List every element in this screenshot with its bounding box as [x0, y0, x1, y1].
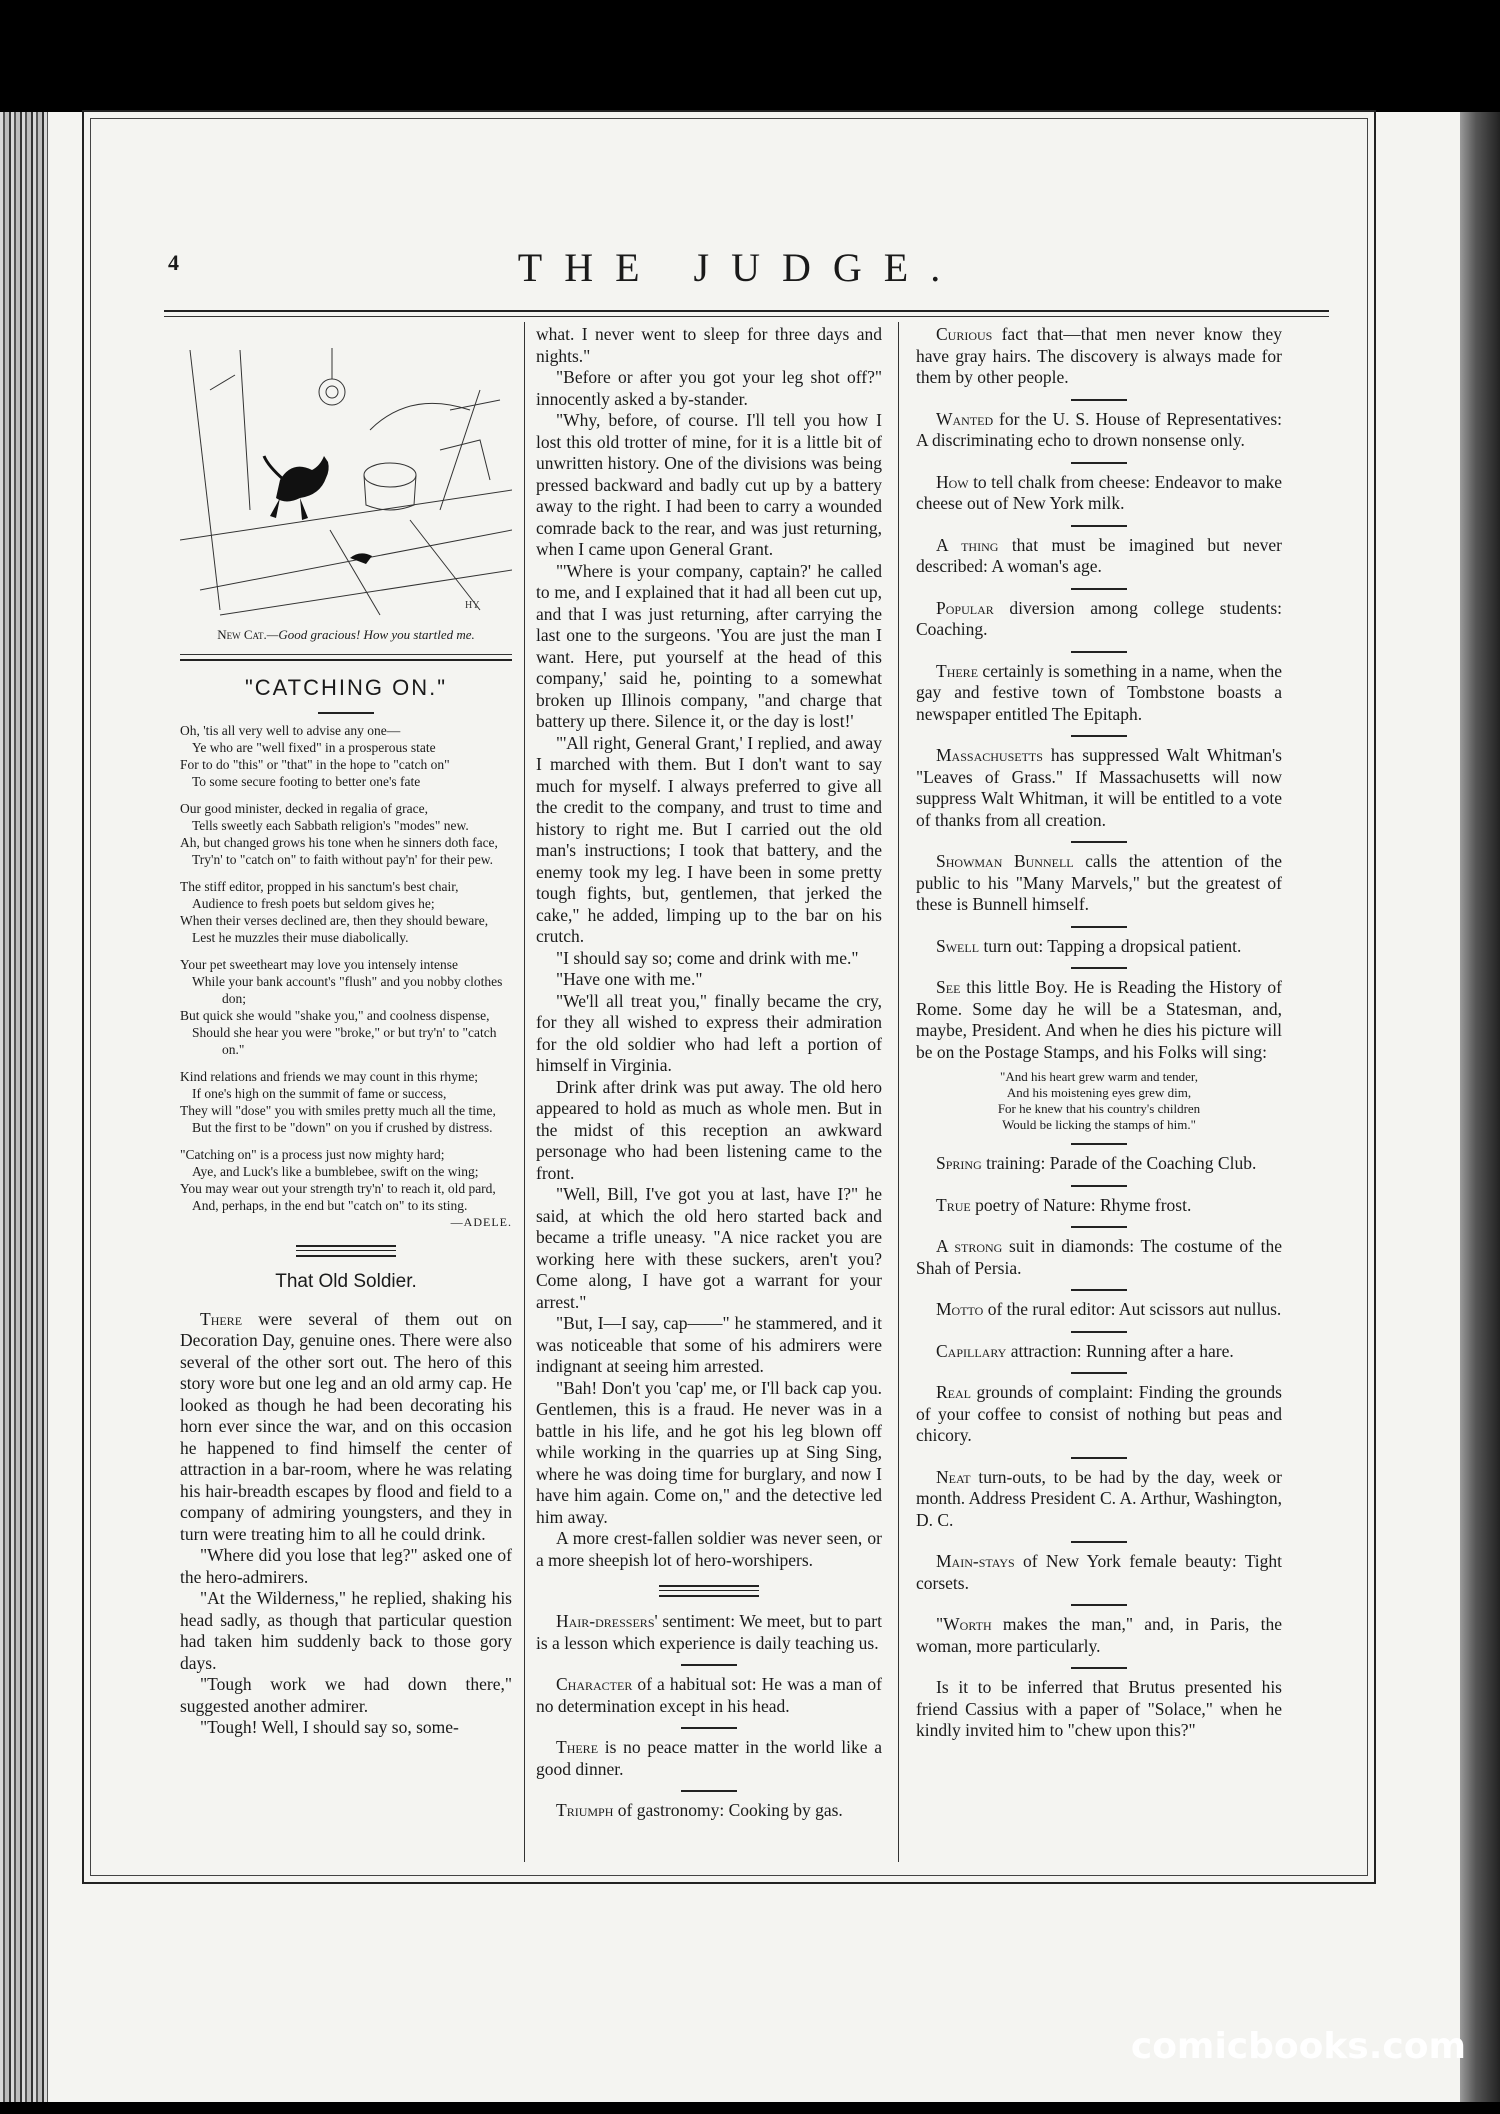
poem-line: Aye, and Luck's like a bumblebee, swift on the wing;: [192, 1164, 479, 1179]
squib-paragraph: Spring training: Parade of the Coaching Club.: [936, 1153, 1257, 1173]
site-watermark: comicbooks.com: [1130, 2026, 1466, 2067]
masthead-rule-thin: [164, 316, 1329, 317]
story-paragraph: "Have one with me.": [556, 969, 703, 989]
squib-rule: [1071, 1289, 1127, 1291]
story-paragraph: "Bah! Don't you 'cap' me, or I'll back cap you. Gentlemen, this is a fraud. He never was in a battle in his life, and he got his leg blown off while working in the quarries up at Sing Sing, where he was doing time for burglary, and now I have him again. Come on," and the detective led him away.: [536, 1377, 882, 1527]
masthead-title: THE JUDGE.: [517, 245, 963, 290]
squib-rule: [1071, 525, 1127, 527]
story-paragraph: "We'll all treat you," finally became the cry, for they all wished to express their admiration for the old soldier who had left a portion of himself in Virginia.: [536, 990, 882, 1075]
poem-line: Audience to fresh poets but seldom gives he;: [192, 896, 435, 911]
story-paragraph: "But, I—I say, cap——" he stammered, and it was noticeable that some of his admirers were indignant at seeing him arrested.: [536, 1313, 882, 1376]
quote-line: "And his heart grew warm and tender,: [1000, 1069, 1198, 1084]
squib-rule: [681, 1664, 737, 1666]
squib-paragraph: Swell turn out: Tapping a dropsical patient.: [936, 935, 1242, 956]
squib-rule: [1071, 1331, 1127, 1333]
masthead-rule: [164, 310, 1329, 312]
squib-paragraph: Neat turn-outs, to be had by the day, week or month. Address President C. A. Arthur, Washington, D. C.: [916, 1466, 1282, 1530]
story-paragraph: "'Where is your company, captain?' he called to me, and I explained that it had all been cut up, and that I was just returning, after carrying the last one to the surgeons. 'You are just the man I want. Here, put yourself at the head of this company,' said he, pointing to a somewhat broken up Illinois company, "and charge that battery up there. Silence it, or the day is lost!': [536, 560, 882, 731]
squib-paragraph: Real grounds of complaint: Finding the grounds of your coffee to consist of nothing but peas and chicory.: [916, 1382, 1282, 1445]
squib-paragraph: Popular diversion among college students: Coaching.: [916, 597, 1282, 639]
squib-rule: [1071, 1541, 1127, 1543]
quote-line: Would be licking the stamps of him.": [1002, 1117, 1196, 1132]
cat-cartoon-illustration: [180, 330, 512, 620]
book-spine: [0, 112, 48, 2102]
column-2: [536, 324, 882, 1822]
squib-paragraph: Showman Bunnell calls the attention of the public to his "Many Marvels," but the greatest of these is Bunnell himself.: [916, 851, 1282, 914]
story-title: That Old Soldier.: [275, 1271, 417, 1292]
story-paragraph: "Tough! Well, I should say so, some-: [200, 1717, 459, 1737]
column-divider: [898, 322, 899, 1862]
story-paragraph: "Why, before, of course. I'll tell you how I lost this old trotter of mine, for it is a little bit of unwritten history. One of the divisions was being pressed backward and badly cut up by a battery away to the right. I had been to carry a wounded comrade back to the rear, and was just returning, when I came upon General Grant.: [536, 410, 882, 559]
poem-line: But quick she would "shake you," and coolness dispense,: [180, 1008, 490, 1023]
squib-paragraph: Main-stays of New York female beauty: Tight corsets.: [916, 1551, 1282, 1593]
poem-line: But the first to be "down" on you if crushed by distress.: [192, 1120, 493, 1135]
squib-rule: [1071, 926, 1127, 928]
column-3: [916, 324, 1282, 1742]
quote-line: And his moistening eyes grew dim,: [1006, 1085, 1192, 1100]
squib-rule: [1071, 1457, 1127, 1459]
poem-line: "Catching on" is a process just now mighty hard;: [180, 1147, 445, 1162]
story-paragraph: There were several of them out on Decoration Day, genuine ones. There were also several of the other sort out. The hero of this story wore but one leg and an old army cap. He looked as though he had been decorating his horn ever since the war, and on this occasion he happened to find himself the center of attraction in a bar-room, where he was relating his hair-breadth escapes by flood and field to a company of admiring youngsters, and they in turn were treating him to all he could drink.: [180, 1308, 512, 1544]
poem-line: Oh, 'tis all very well to advise any one—: [180, 723, 401, 738]
poem-line: And, perhaps, in the end but "catch on" to its sting.: [192, 1198, 468, 1213]
squib-paragraph: There certainly is something in a name, when the gay and festive town of Tombstone boasts a newspaper entitled The Epitaph.: [916, 660, 1282, 724]
squib-rule: [1071, 1604, 1127, 1606]
squib-paragraph: Capillary attraction: Running after a hare.: [936, 1340, 1234, 1361]
poem-line: To some secure footing to better one's fate: [192, 774, 421, 789]
cat-cartoon-drawing: [180, 330, 512, 620]
poem-line: Your pet sweetheart may love you intensely intense: [180, 957, 458, 972]
poem-catching-on: [180, 722, 512, 1231]
poem-stanza: [180, 1146, 512, 1231]
poem-stanza: [180, 956, 512, 1058]
page-edge: [1460, 112, 1500, 2102]
squib-rule: [1071, 651, 1127, 653]
section-rule: [180, 654, 512, 655]
squib-paragraph: There is no peace matter in the world like a good dinner.: [536, 1737, 882, 1779]
verse-quote: [916, 1069, 1282, 1133]
squib-rule: [1071, 735, 1127, 737]
squib-rule: [1071, 399, 1127, 401]
squib-paragraph: "Worth makes the man," and, in Paris, the woman, more particularly.: [916, 1614, 1282, 1656]
story-paragraph: "Well, Bill, I've got you at last, have I?" he said, at which the old hero started back and became a trifle uneasy. "A nice racket you are working here with these suckers, aren't you? Come along, I have got a warrant for your arrest.": [536, 1184, 882, 1312]
column-divider: [524, 322, 525, 1862]
squib-paragraph: Massachusetts has suppressed Walt Whitman's "Leaves of Grass." If Massachusetts will now suppress Walt Whitman, it will be entitled to a vote of thanks from all creation.: [916, 745, 1282, 830]
squib-rule: [1071, 841, 1127, 843]
squib-paragraph: See this little Boy. He is Reading the History of Rome. Some day he will be a Statesman, and, maybe, President. And when he dies his picture will be on the Postage Stamps, and his Folks will sing:: [916, 977, 1282, 1062]
squib-rule: [1071, 967, 1127, 969]
story-paragraph: "Before or after you got your leg shot off?" innocently asked a by-stander.: [536, 367, 882, 409]
story-paragraph: A more crest-fallen soldier was never seen, or a more sheepish lot of hero-worshipers.: [536, 1528, 882, 1570]
poem-stanza: [180, 1068, 512, 1136]
section-rule: [180, 659, 512, 661]
squib-rule: [1071, 1185, 1127, 1187]
poem-signature: —ADELE.: [450, 1215, 512, 1229]
story-paragraph: what. I never went to sleep for three days and nights.": [536, 324, 882, 366]
poem-line: If one's high on the summit of fame or success,: [192, 1086, 447, 1101]
squib-paragraph: Curious fact that—that men never know they have gray hairs. The discovery is always made for them by other people.: [916, 324, 1282, 387]
story-lead: There: [200, 1308, 243, 1329]
poem-stanza: [180, 800, 512, 868]
poem-line: Try'n' to "catch on" to faith without pay'n' for their pew.: [192, 852, 493, 867]
squib-rule: [1071, 588, 1127, 590]
squib-paragraph: Is it to be inferred that Brutus presented his friend Cassius with a paper of "Solace," when he kindly invited him to "chew upon this?": [916, 1677, 1282, 1740]
column-1: [180, 324, 512, 1739]
story-paragraph: "I should say so; come and drink with me.": [556, 947, 859, 968]
poem-line: Our good minister, decked in regalia of grace,: [180, 801, 428, 816]
poem-stanza: [180, 722, 512, 790]
story-paragraph: "Tough work we had down there," suggested another admirer.: [180, 1674, 512, 1716]
poem-line: For to do "this" or "that" in the hope to "catch on": [180, 757, 450, 772]
squib-paragraph: True poetry of Nature: Rhyme frost.: [936, 1194, 1192, 1215]
caption-lead: New Cat.: [217, 627, 267, 642]
poem-line: Should she hear you were "broke," or but try'n' to "catch on.": [192, 1025, 497, 1057]
ornamental-rule: [296, 1245, 396, 1257]
squib-paragraph: Triumph of gastronomy: Cooking by gas.: [556, 1800, 843, 1820]
ornamental-rule: [659, 1585, 759, 1597]
svg-text:HY: HY: [465, 600, 480, 611]
squib-rule: [1071, 1667, 1127, 1669]
squib-rule: [1071, 1372, 1127, 1374]
poem-line: The stiff editor, propped in his sanctum's best chair,: [180, 879, 459, 894]
squib-paragraph: A strong suit in diamonds: The costume of the Shah of Persia.: [916, 1236, 1282, 1278]
poem-line: They will "dose" you with smiles pretty much all the time,: [180, 1103, 496, 1118]
poem-stanza: [180, 878, 512, 946]
story-paragraph: Drink after drink was put away. The old hero appeared to hold as much as whole men. But in the midst of this reception an awkward personage who had been listening came to the front.: [536, 1076, 882, 1183]
story-paragraph: "At the Wilderness," he replied, shaking his head sadly, as though that particular question had taken him suddenly back to those gory days.: [180, 1588, 512, 1673]
squib-rule: [681, 1727, 737, 1729]
squib-rule: [1071, 1226, 1127, 1228]
poem-line: Ye who are "well fixed" in a prosperous state: [192, 740, 436, 755]
poem-line: Lest he muzzles their muse diabolically.: [192, 930, 409, 945]
story-paragraph: "Where did you lose that leg?" asked one of the hero-admirers.: [180, 1545, 512, 1587]
caption-text: —Good gracious! How you startled me.: [266, 627, 475, 642]
page-number: 4: [168, 250, 179, 275]
poem-line: Ah, but changed grows his tone when he sinners doth face,: [180, 835, 498, 850]
squib-paragraph: Hair-dressers' sentiment: We meet, but to part is a lesson which experience is daily teaching us.: [536, 1611, 882, 1653]
squib-rule: [1071, 462, 1127, 464]
poem-line: Kind relations and friends we may count in this rhyme;: [180, 1069, 479, 1084]
squib-paragraph: A thing that must be imagined but never described: A woman's age.: [916, 534, 1282, 576]
poem-title: "CATCHING ON.": [244, 674, 448, 700]
poem-line: You may wear out your strength try'n' to reach it, old pard,: [180, 1181, 496, 1196]
squib-paragraph: Motto of the rural editor: Aut scissors aut nullus.: [936, 1299, 1282, 1319]
poem-line: When their verses declined are, then they should beware,: [180, 913, 489, 928]
quote-line: For he knew that his country's children: [997, 1101, 1201, 1116]
cartoon-caption: [180, 624, 512, 646]
poem-line: Tells sweetly each Sabbath religion's "modes" new.: [192, 818, 469, 833]
squib-rule: [681, 1790, 737, 1792]
squib-paragraph: Character of a habitual sot: He was a man of no determination except in his head.: [536, 1674, 882, 1716]
story-paragraph: "'All right, General Grant,' I replied, and away I marched with them. But I don't want to say much for myself. I always preferred to give all the credit to the company, and trust to time and history to right me. But I carried out the old man's instructions; I took that battery, and the enemy took my leg. I have been in some pretty tough fights, but, gentlemen, that jerked the cake," he added, limping up to the bar on his crutch.: [536, 732, 882, 946]
squib-rule: [1071, 1143, 1127, 1145]
squib-paragraph: Wanted for the U. S. House of Representatives: A discriminating echo to drown nonsense only.: [916, 408, 1282, 450]
poem-line: While your bank account's "flush" and you nobby clothes don;: [192, 974, 503, 1006]
page-border: [82, 110, 1376, 1884]
title-rule: [318, 712, 374, 714]
squib-paragraph: How to tell chalk from cheese: Endeavor to make cheese out of New York milk.: [916, 471, 1282, 513]
